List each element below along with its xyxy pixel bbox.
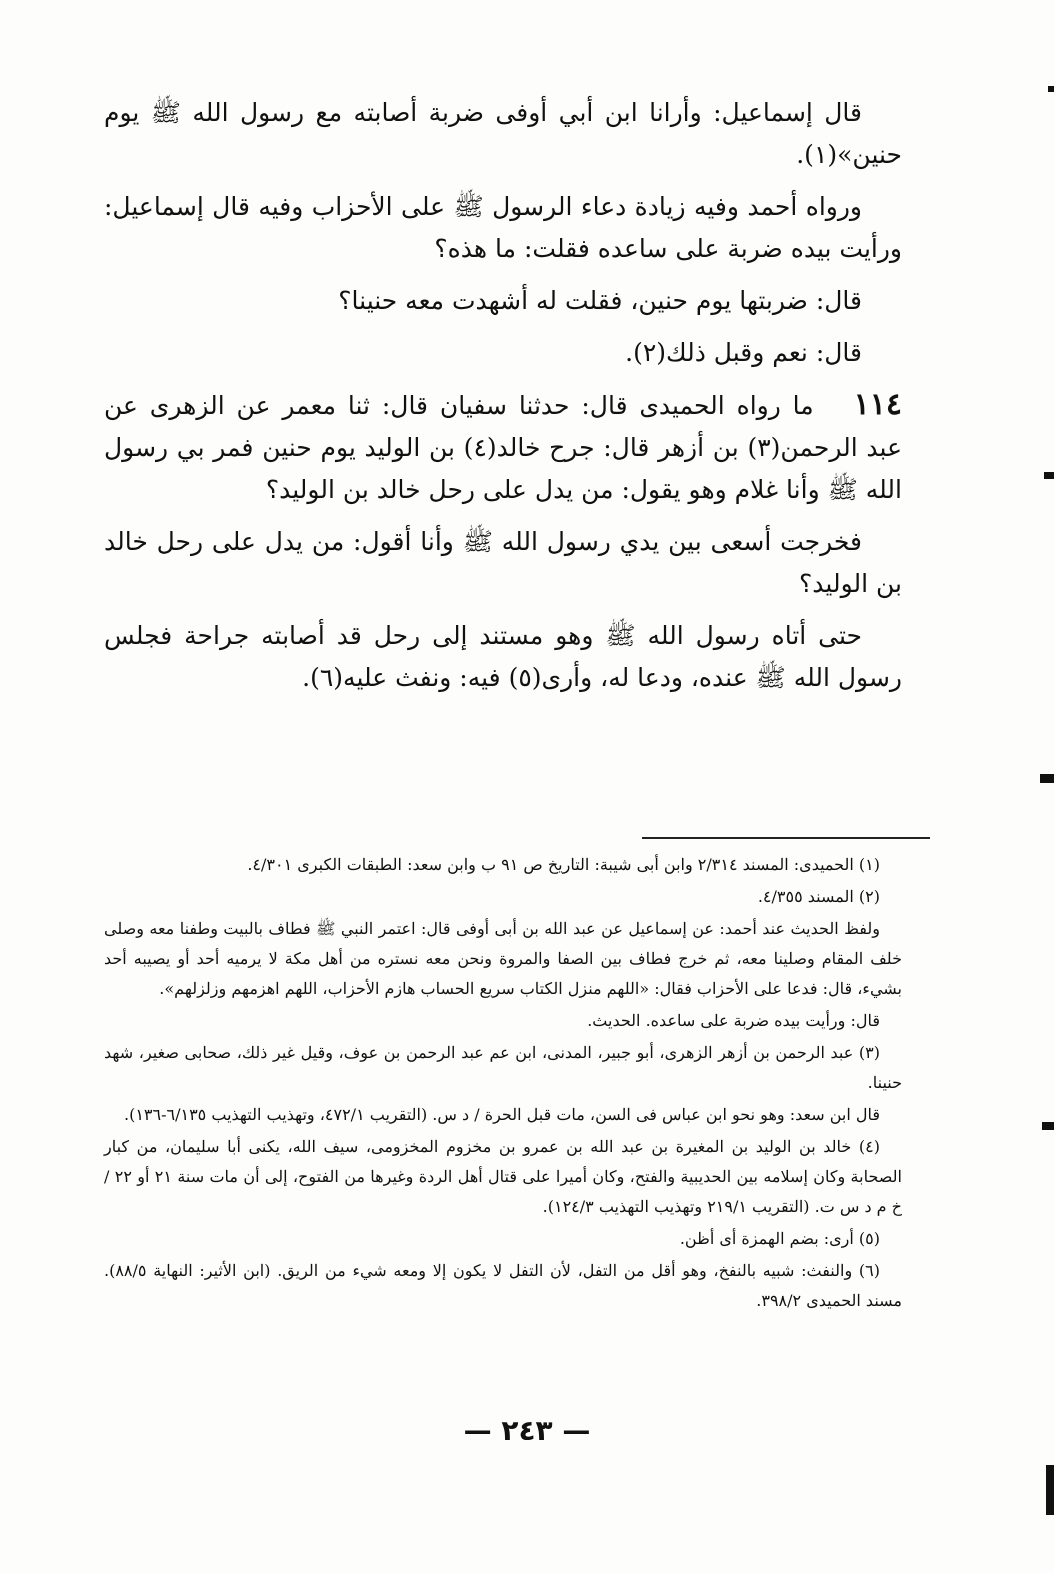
hadith-number: ١١٤ — [853, 387, 902, 422]
hadith-text: ما رواه الحميدى قال: حدثنا سفيان قال: ثنا معمر عن الزهرى عن عبد الرحمن(٣) بن أزهر قال: جرح خالد(٤) بن الوليد يوم حنين فمر بي رسول الله ﷺ وأنا غلام وهو يقول: من يدل على رحل خالد بن الوليد؟ — [104, 391, 903, 504]
paragraph: قال: ضربتها يوم حنين، فقلت له أشهدت معه حنينا؟ — [338, 286, 862, 315]
paragraph: حتى أتاه رسول الله ﷺ وهو مستند إلى رحل قد أصابته جراحة فجلس رسول الله ﷺ عنده، ودعا له، وأرى(٥) فيه: ونفث عليه(٦). — [104, 621, 902, 692]
paragraph: فخرجت أسعى بين يدي رسول الله ﷺ وأنا أقول: من يدل على رحل خالد بن الوليد؟ — [104, 527, 902, 598]
footnote: قال: ورأيت بيده ضربة على ساعده. الحديث. — [587, 1011, 880, 1030]
paragraph: قال: نعم وقبل ذلك(٢). — [625, 338, 862, 367]
main-text — [104, 92, 902, 709]
page-number: — ٢٤٣ — — [463, 1414, 591, 1447]
footnote: (٤) خالد بن الوليد بن المغيرة بن عبد الله بن عمرو بن مخزوم المخزومى، سيف الله، يكنى أبا سليمان، من كبار الصحابة وكان إسلامه بين الحديبية والفتح، وكان أميرا على قتال أهل الردة وغيرها من الفتوح، إلى أن مات سنة ٢١ أو ٢٢ / خ م د س ت. (التقريب ٢١٩/١ وتهذيب التهذيب ١٢٤/٣). — [104, 1137, 902, 1216]
scan-edge-mark — [1044, 472, 1054, 479]
scan-edge-mark — [1040, 774, 1054, 783]
footnote: قال ابن سعد: وهو نحو ابن عباس فى السن، مات قبل الحرة / د س. (التقريب ٤٧٢/١، وتهذيب التهذيب ٦/١٣٥-١٣٦). — [123, 1105, 880, 1124]
scan-edge-mark — [1042, 1122, 1054, 1130]
footnote: (٥) أرى: بضم الهمزة أى أظن. — [679, 1229, 880, 1248]
footnote: (٢) المسند ٤/٣٥٥. — [757, 887, 880, 906]
footnote: (٦) والنفث: شبيه بالنفخ، وهو أقل من التفل، لأن التفل لا يكون إلا ومعه شيء من الريق. (ابن الأثير: النهاية ٨٨/٥). مسند الحميدى ٣٩٨/٢. — [104, 1261, 902, 1310]
footnote: ولفظ الحديث عند أحمد: عن إسماعيل عن عبد الله بن أبى أوفى قال: اعتمر النبي ﷺ فطاف بالبيت وطفنا معه وصلى خلف المقام وصلينا معه، ثم خرج فطاف بين الصفا والمروة ونحن معه نستره من أهل مكة لا يرميه أحد أو يصيبه أحد بشيء، قال: فدعا على الأحزاب فقال: «اللهم منزل الكتاب سريع الحساب هازم الأحزاب، اللهم اهزمهم وزلزلهم». — [104, 919, 902, 998]
footnotes — [104, 850, 902, 1318]
paragraph: قال إسماعيل: وأرانا ابن أبي أوفى ضربة أصابته مع رسول الله ﷺ يوم حنين»(١). — [104, 98, 902, 169]
scan-edge-mark — [1046, 1465, 1054, 1515]
footnote: (٣) عبد الرحمن بن أزهر الزهرى، أبو جبير، المدنى، ابن عم عبد الرحمن بن عوف، وقيل غير ذلك، صحابى صغير، شهد حنينا. — [104, 1043, 902, 1092]
scan-edge-mark — [1048, 86, 1054, 92]
hadith-paragraph — [104, 384, 902, 511]
footnote-separator — [642, 837, 930, 839]
footnote: (١) الحميدى: المسند ٢/٣١٤ وابن أبى شيبة: التاريخ ص ٩١ ب وابن سعد: الطبقات الكبرى ٤/٣٠١. — [247, 855, 880, 874]
paragraph: ورواه أحمد وفيه زيادة دعاء الرسول ﷺ على الأحزاب وفيه قال إسماعيل: ورأيت بيده ضربة على ساعده فقلت: ما هذه؟ — [104, 192, 902, 263]
